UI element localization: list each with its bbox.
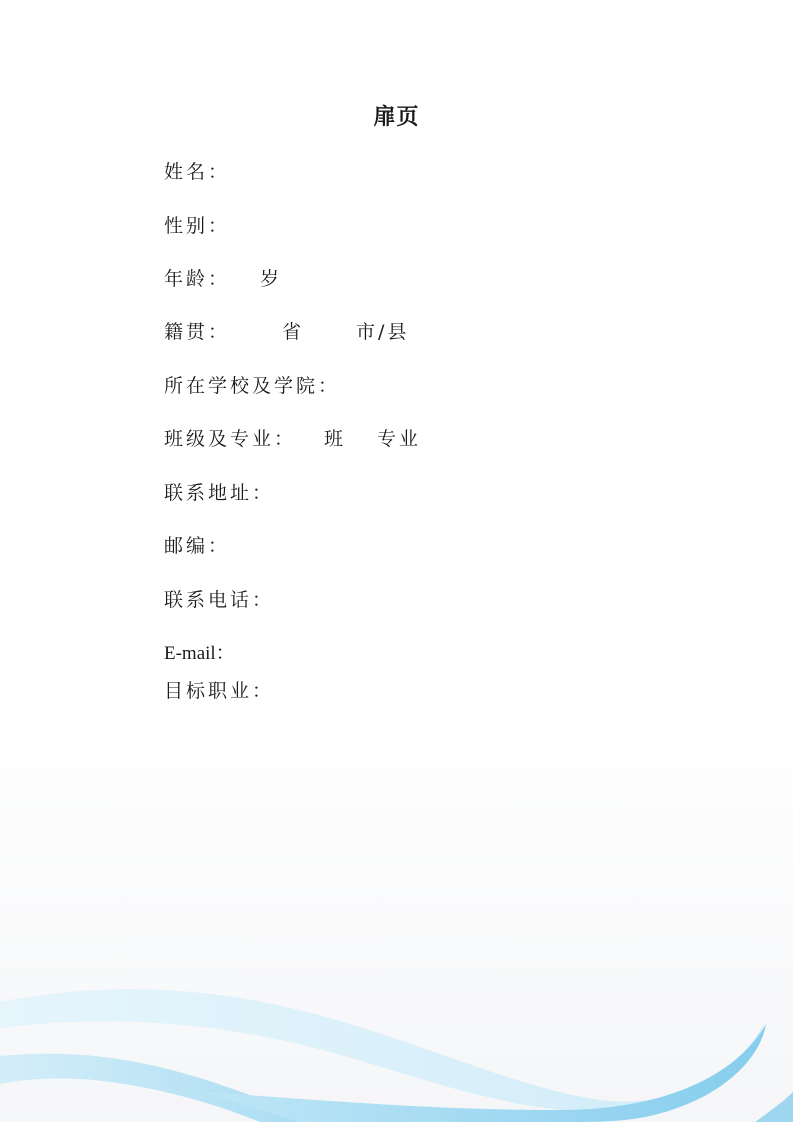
class-unit: 班 [324,428,347,450]
address-field: 联系地址： [164,482,275,504]
school-field: 所在学校及学院： [164,375,341,397]
major-unit: 专业 [377,428,422,450]
class-major-field [164,427,444,451]
email-field: E-mail： [164,643,235,664]
age-unit: 岁 [260,268,283,290]
origin-field [164,320,424,344]
gender-field: 性别： [164,215,231,237]
wave-corner-accent [755,1092,793,1122]
phone-field: 联系电话： [164,589,275,611]
page-title: 扉页 [373,105,420,130]
origin-city: 市/县 [356,321,410,343]
age-field [164,267,364,291]
wave-layer-back [0,989,765,1112]
name-field: 姓名： [164,161,231,183]
age-label: 年龄： [164,268,231,290]
origin-label: 籍贯： [164,321,231,343]
postcode-field: 邮编： [164,535,231,557]
target-job-field: 目标职业： [164,680,275,702]
class-major-label: 班级及专业： [164,428,297,450]
origin-province: 省 [282,321,305,343]
decorative-wave-band [0,960,793,1122]
